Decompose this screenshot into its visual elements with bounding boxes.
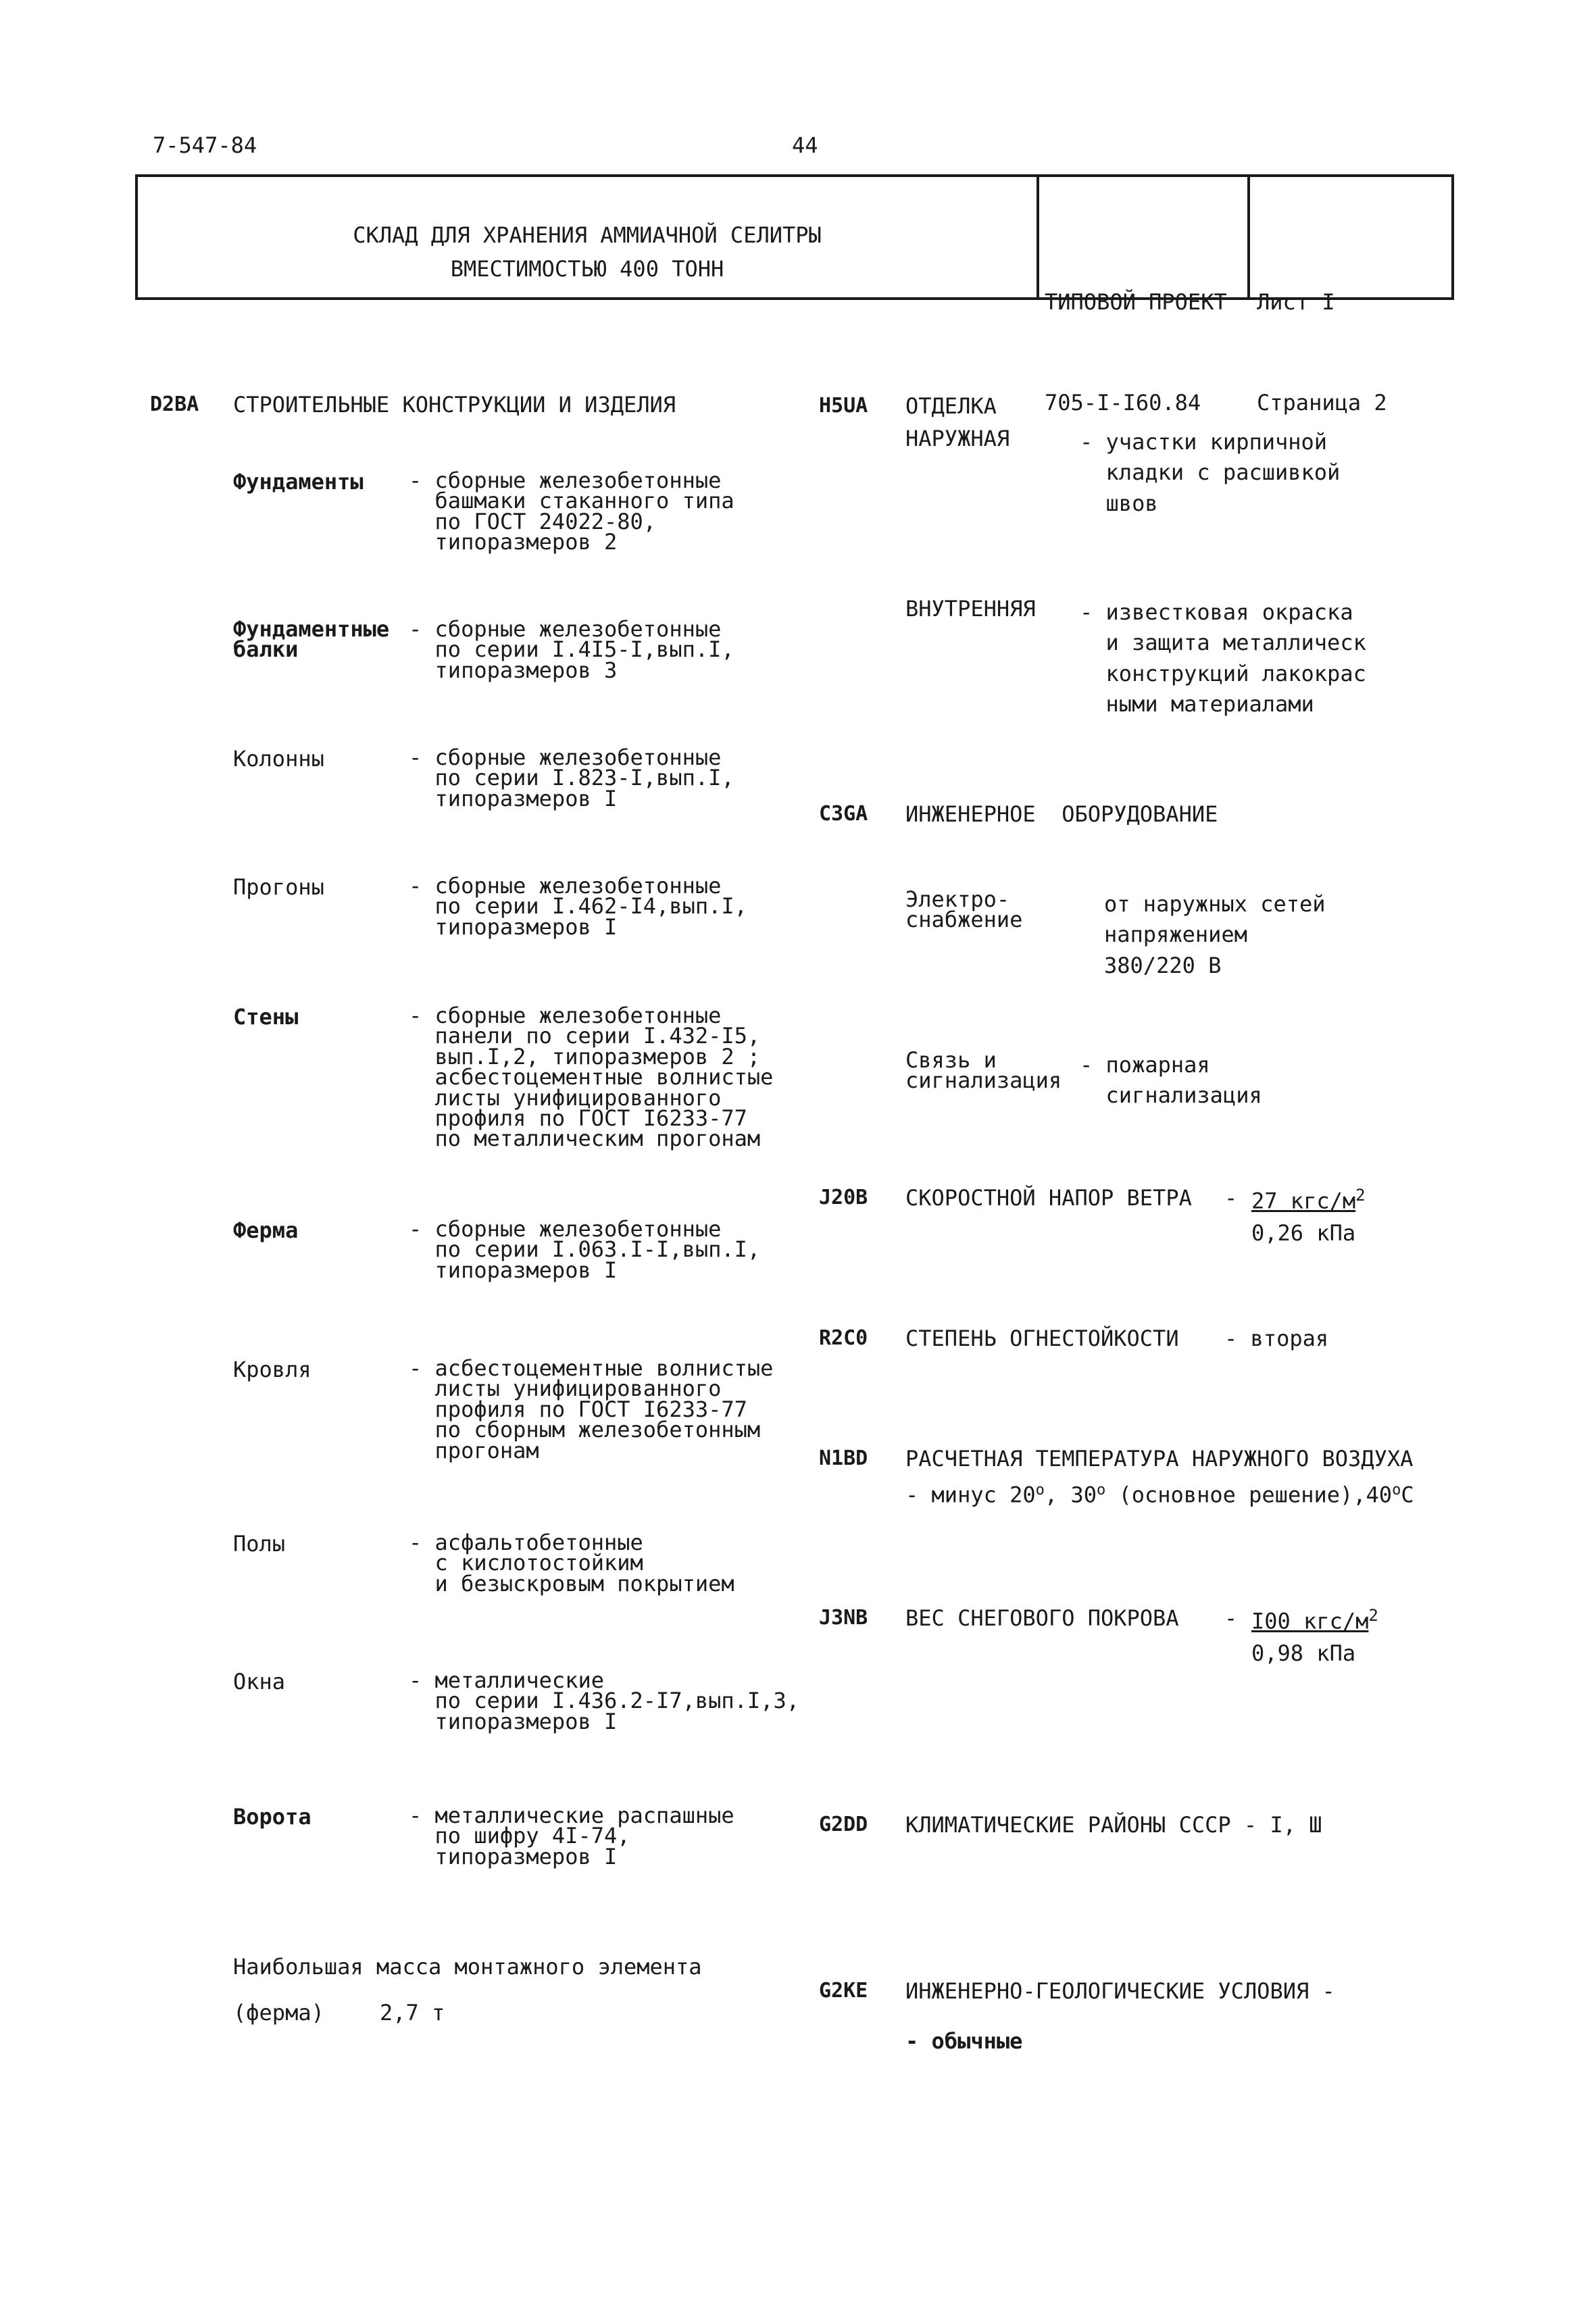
section-code-j3nb: J3NB [819,1606,868,1630]
temp-unit: С [1401,1482,1414,1508]
fire-title: СТЕПЕНЬ ОГНЕСТОЙКОСТИ [905,1326,1179,1351]
item-desc: - асфальтобетонные с кислотостойким и безыскровым покрытием [409,1530,734,1596]
temp-value-2: , 30 [1044,1482,1097,1508]
wind-value-text: 27 кгс/м [1251,1188,1356,1214]
snow-value-text: I00 кгс/м [1251,1608,1369,1634]
fire-value: - вторая [1224,1326,1329,1351]
power-label: Электро- снабжение [905,886,1023,933]
doc-code: 7-547-84 [153,132,257,158]
wind-value-exp: 2 [1355,1186,1366,1205]
item-desc: - сборные железобетонные по серии I.823-I,вып.I, типоразмеров I [409,745,734,811]
equipment-title: ИНЖЕНЕРНОЕ ОБОРУДОВАНИЕ [905,801,1218,827]
wind-value [1251,1186,1366,1213]
snow-value [1251,1607,1378,1634]
section-code-g2ke: G2KE [819,1979,868,2003]
max-mass-label: (ферма) [233,2000,324,2026]
document-title [138,219,1037,286]
wind-dash: - [1224,1185,1238,1211]
item-desc: - сборные железобетонные башмаки стаканного типа по ГОСТ 24022-80, типоразмеров 2 [409,468,734,555]
temp-value [905,1482,1414,1507]
finish-outer-desc: - участки кирпичной кладки с расшивкой швов [1080,429,1341,516]
item-name: Фундаментные балки [233,616,390,663]
geology-value: - обычные [905,2028,1023,2054]
item-name: Ферма [233,1217,299,1243]
item-desc: - сборные железобетонные по серии I.4I5-I,вып.I, типоразмеров 3 [409,616,734,683]
snow-dash: - [1224,1605,1238,1631]
item-desc: - асбестоцементные волнистые листы унифицированного профиля по ГОСТ I6233-77 по сборным железобетонным прогонам [409,1355,774,1463]
item-name: Фундаменты [233,469,364,495]
item-name: Колонны [233,746,324,772]
temp-deg-1: o [1035,1482,1045,1499]
section-code-g2dd: G2DD [819,1813,868,1836]
page-label: Страница 2 [1257,389,1387,416]
snow-value-kpa: 0,98 кПа [1251,1640,1356,1666]
finish-title: ОТДЕЛКА [905,393,997,419]
section-code-n1bd: N1BD [819,1447,868,1470]
max-mass-value: 2,7 т [380,2000,445,2026]
temp-value-1: - минус 20 [905,1482,1036,1508]
sheet-label: Лист I [1257,289,1335,316]
climate-text: КЛИМАТИЧЕСКИЕ РАЙОНЫ СССР - I, Ш [905,1812,1322,1838]
title-line-1: СКЛАД ДЛЯ ХРАНЕНИЯ АММИАЧНОЙ СЕЛИТРЫ [353,222,822,248]
item-desc: - сборные железобетонные по серии I.462-I4,вып.I, типоразмеров I [409,873,747,940]
section-code-j20b: J20B [819,1186,868,1209]
item-desc: - сборные железобетонные по серии I.063.I-I,вып.I, типоразмеров I [409,1216,761,1283]
temp-deg-2: o [1096,1482,1106,1499]
item-name: Стены [233,1004,299,1030]
finish-outer-label: НАРУЖНАЯ [905,426,1010,451]
item-name: Кровля [233,1357,311,1382]
item-name: Окна [233,1669,286,1694]
item-desc: - металлические распашные по шифру 4I-74, типоразмеров I [409,1803,734,1869]
page-number: 44 [792,132,818,158]
finish-inner-desc: - известковая окраска и защита металлическ конструкций лакокрас ными материалами [1080,599,1366,718]
section-title-construction: СТРОИТЕЛЬНЫЕ КОНСТРУКЦИИ И ИЗДЕЛИЯ [233,392,676,418]
item-name: Ворота [233,1804,311,1830]
comm-label: Связь и сигнализация [905,1047,1062,1094]
project-label: ТИПОВОЙ ПРОЕКТ [1045,289,1227,316]
item-desc: - сборные железобетонные панели по серии I.432-I5, вып.I,2, типоразмеров 2 ; асбестоцементные волнистые листы унифицированного профиля по ГОСТ I6233-77 по металлическим прогонам [409,1003,774,1152]
item-name: Прогоны [233,874,324,900]
geology-title: ИНЖЕНЕРНО-ГЕОЛОГИЧЕСКИЕ УСЛОВИЯ - [905,1978,1335,2004]
title-line-2: ВМЕСТИМОСТЬЮ 400 ТОНН [450,255,724,282]
snow-value-exp: 2 [1368,1606,1378,1625]
temp-deg-3: o [1392,1482,1401,1499]
temp-value-3: (основное решение),40 [1105,1482,1393,1508]
section-code-r2c0: R2C0 [819,1326,868,1350]
wind-value-kpa: 0,26 кПа [1251,1220,1356,1246]
project-number: 705-I-I60.84 [1045,389,1201,416]
temp-title: РАСЧЕТНАЯ ТЕМПЕРАТУРА НАРУЖНОГО ВОЗДУХА [905,1446,1414,1472]
section-code-d2ba: D2BA [150,393,199,416]
max-mass-text: Наибольшая масса монтажного элемента [233,1954,702,1980]
section-code-h5ua: H5UA [819,394,868,418]
snow-title: ВЕС СНЕГОВОГО ПОКРОВА [905,1605,1179,1631]
power-desc: от наружных сетей напряжением 380/220 В [1104,891,1326,978]
comm-desc: - пожарная сигнализация [1080,1052,1262,1109]
item-name: Полы [233,1531,286,1557]
finish-inner-label: ВНУТРЕННЯЯ [905,596,1036,622]
item-desc: - металлические по серии I.436.2-I7,вып.I,3, типоразмеров I [409,1667,799,1734]
wind-title: СКОРОСТНОЙ НАПОР ВЕТРА [905,1185,1192,1211]
section-code-c3ga: C3GA [819,802,868,826]
